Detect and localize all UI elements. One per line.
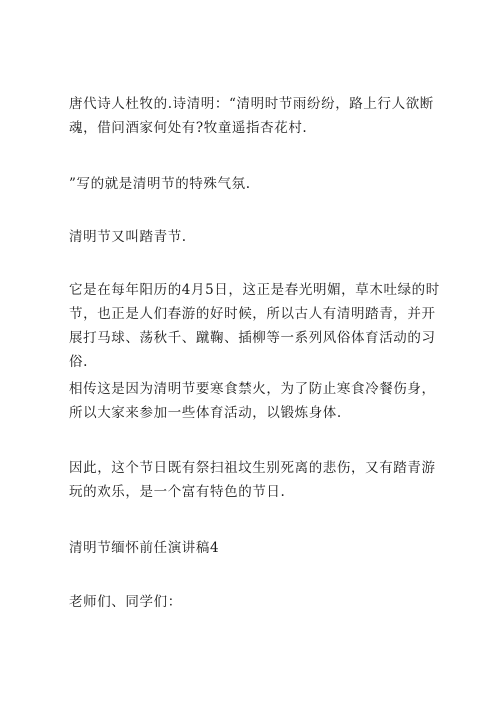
paragraph-legend: 相传这是因为清明节要寒食禁火，为了防止寒食冷餐伤身，所以大家来参加一些体育活动，以锻炼身体. xyxy=(69,381,436,421)
paragraph-poem-outro: ”写的就是清明节的特殊气氛. xyxy=(69,176,251,192)
paragraph-greeting: 老师们、同学们： xyxy=(69,594,182,610)
paragraph-conclusion: 因此，这个节日既有祭扫祖坟生别死离的悲伤，又有踏青游玩的欢乐，是一个富有特色的节日. xyxy=(69,460,436,500)
paragraph-poem-intro: 唐代诗人杜牧的.诗清明：“清明时节雨纷纷，路上行人欲断魂，借问酒家何处有?牧童遥指杏花村. xyxy=(69,96,434,136)
paragraph-qingming-alias: 清明节又叫踏青节. xyxy=(69,229,187,245)
paragraph-customs: 它是在每年阳历的4月5日，这正是春光明媚，草木吐绿的时节，也正是人们春游的好时候，所以古人有清明踏青，并开展打马球、荡秋千、蹴鞠、插柳等一系列风俗体育活动的习俗. xyxy=(69,282,440,370)
section-heading: 清明节缅怀前任演讲稿4 xyxy=(69,540,220,556)
